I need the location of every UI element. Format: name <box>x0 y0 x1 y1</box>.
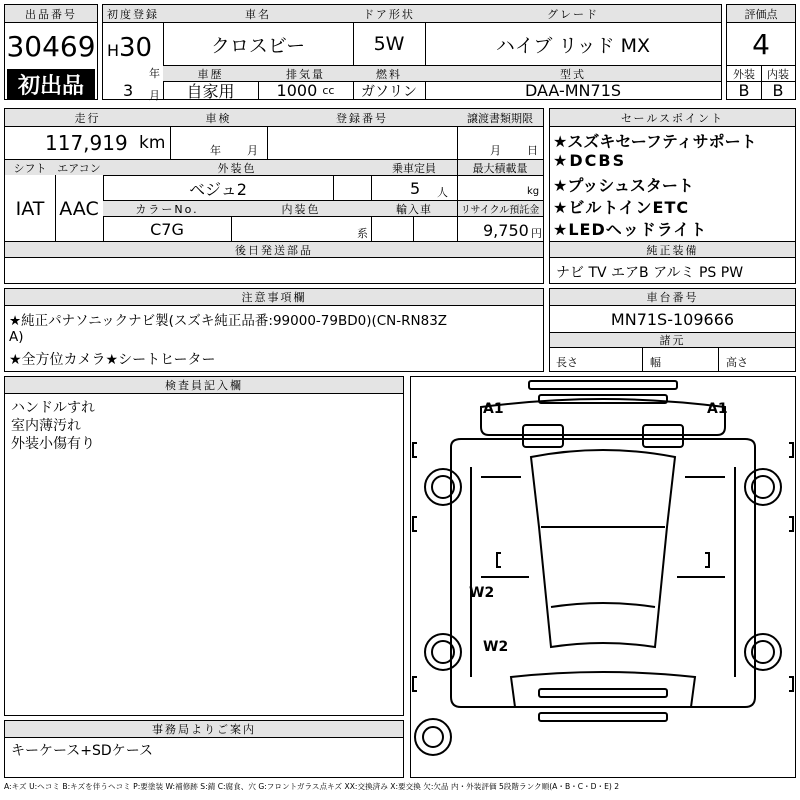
first-reg-month-unit: 月 <box>149 89 160 102</box>
import-header: 輸入車 <box>371 201 457 216</box>
lot-box <box>4 4 98 100</box>
specs-width: 幅 <box>650 356 661 369</box>
reg-number-header: 登録番号 <box>267 109 457 126</box>
first-reg-year-unit: 年 <box>149 67 160 80</box>
ext-score-value: B <box>738 81 750 100</box>
int-color-value: 系 <box>357 227 368 240</box>
displacement-value: 1000 cc <box>276 81 335 100</box>
specs-length: 長さ <box>556 356 578 369</box>
history-value: 自家用 <box>186 82 235 101</box>
first-reg-month: 3 <box>123 81 134 100</box>
caution-header: 注意事項欄 <box>5 289 543 305</box>
inspector-box <box>4 376 404 716</box>
shift-value: IAT <box>15 197 45 220</box>
color-no-header: カラーNo. <box>103 201 231 216</box>
vehicle-info-box <box>102 4 722 100</box>
inspector-line-2: 室内薄汚れ <box>11 418 81 434</box>
caution-line-1: ★純正パナソニックナビ製(スズキ純正品番:99000-79BD0)(CN-RN83Z <box>9 313 448 329</box>
inspector-line-1: ハンドルすれ <box>11 400 95 416</box>
genuine-equip-header: 純正装備 <box>550 242 795 257</box>
color-no-value: C7G <box>150 219 184 239</box>
car-name-header: 車名 <box>163 5 353 22</box>
damage-mark-front-right: A1 <box>707 401 728 417</box>
inspector-header: 検査員記入欄 <box>5 377 403 393</box>
mileage-unit: km <box>139 133 166 153</box>
mileage-value: 117,919 <box>45 131 128 155</box>
capacity-unit: 人 <box>437 186 448 199</box>
damage-mark-side-1: W2 <box>469 585 495 601</box>
caution-box <box>4 288 544 372</box>
first-reg-header: 初度登録 <box>103 5 163 22</box>
chassis-value: MN71S-109666 <box>610 309 735 329</box>
transfer-day-unit: 日 <box>527 144 538 157</box>
door-header: ドア形状 <box>353 5 425 22</box>
int-color-header: 内装色 <box>231 201 371 216</box>
model-header: 型式 <box>425 66 721 81</box>
ext-score-label: 外装 <box>733 67 755 81</box>
int-score-label: 内装 <box>767 67 789 81</box>
recycle-unit: 円 <box>531 227 542 240</box>
lot-number: 30469 <box>6 29 96 63</box>
office-box <box>4 720 404 778</box>
car-name-value: クロスビー <box>210 34 306 57</box>
recycle-header: リサイクル預託金 <box>457 201 543 216</box>
damage-mark-front-left: A1 <box>483 401 504 417</box>
inspection-year-unit: 年 <box>210 144 221 157</box>
inspection-header: 車検 <box>170 109 267 126</box>
later-parts-header: 後日発送部品 <box>5 242 543 257</box>
door-value: 5W <box>373 33 405 55</box>
grade-header: グレード <box>425 5 721 22</box>
int-score-value: B <box>772 81 784 100</box>
lot-header: 出品番号 <box>5 5 97 22</box>
sales-points-box <box>549 108 796 284</box>
chassis-header: 車台番号 <box>550 289 795 305</box>
details-box <box>4 108 544 284</box>
ext-color-header: 外装色 <box>103 160 371 175</box>
first-listing-badge: 初出品 <box>7 69 95 99</box>
capacity-value: 5 <box>410 179 421 198</box>
car-damage-diagram <box>410 376 796 778</box>
score-value: 4 <box>752 27 770 61</box>
ext-color-value: ベジュ2 <box>189 179 247 199</box>
caution-line-2: A) <box>9 329 24 345</box>
specs-height: 高さ <box>726 356 748 369</box>
model-value: DAA-MN71S <box>524 81 622 100</box>
first-reg-year: 30 <box>119 33 153 63</box>
sales-point-3: ★プッシュスタート <box>553 176 694 195</box>
mileage-header: 走行 <box>5 109 170 126</box>
history-header: 車歴 <box>163 66 258 81</box>
fuel-value: ガソリン <box>361 83 417 100</box>
first-reg-era: H <box>107 41 120 60</box>
inspector-line-3: 外装小傷有り <box>11 436 95 452</box>
capacity-header: 乗車定員 <box>371 160 457 175</box>
genuine-equip-value: ナビ TV エアB アルミ PS PW <box>556 265 744 281</box>
car-outline-drawing <box>411 377 795 777</box>
inspection-month-unit: 月 <box>247 144 258 157</box>
fuel-header: 燃料 <box>353 66 425 81</box>
legend-text: A:キズ U:ヘコミ B:キズを伴うヘコミ P:要塗装 W:補修跡 S:錆 C:腐食、穴 G:フロントガラス点キズ XX:交換済み X:要交換 欠:欠品 内・外装評価 5段階ランク順(A・B・C・D・E) 2 <box>4 782 620 791</box>
chassis-box <box>549 288 796 372</box>
max-load-unit: kg <box>527 186 540 197</box>
grade-value: ハイブ リッド MX <box>495 34 651 57</box>
office-value: キーケース+SDケース <box>11 743 153 759</box>
shift-header: シフト <box>5 160 55 175</box>
aircon-header: エアコン <box>55 160 103 175</box>
transfer-month-unit: 月 <box>490 144 501 157</box>
score-box <box>726 4 796 100</box>
displacement-header: 排気量 <box>258 66 353 81</box>
aircon-value: AAC <box>59 197 99 220</box>
caution-line-3: ★全方位カメラ★シートヒーター <box>9 352 216 368</box>
score-header: 評価点 <box>727 5 795 22</box>
max-load-header: 最大積載量 <box>457 160 543 175</box>
sales-point-5: ★LEDヘッドライト <box>553 220 708 239</box>
sales-point-2: ★DCBS <box>553 151 627 170</box>
recycle-value: 9,750 <box>483 221 529 240</box>
sales-point-4: ★ビルトインETC <box>553 198 690 217</box>
damage-mark-side-2: W2 <box>483 639 509 655</box>
specs-header: 諸元 <box>550 333 795 347</box>
sales-points-header: セールスポイント <box>550 109 795 126</box>
office-header: 事務局よりご案内 <box>5 721 403 737</box>
transfer-deadline-header: 譲渡書類期限 <box>457 109 543 126</box>
sales-point-1: ★スズキセーフティサポート <box>553 132 757 151</box>
